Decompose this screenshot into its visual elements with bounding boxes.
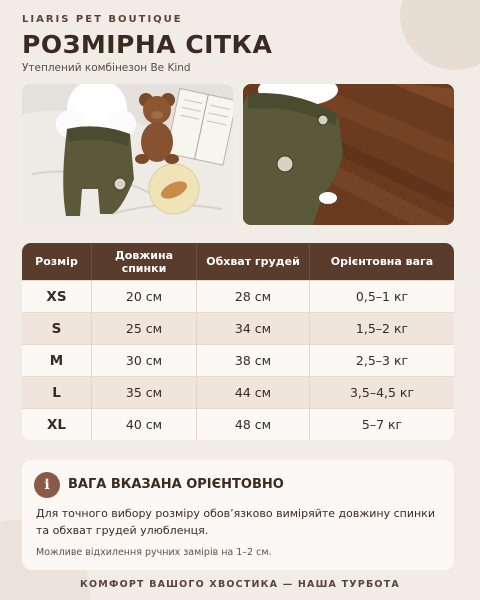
- column-header-size: Розмір: [22, 243, 92, 280]
- chest-cell: 48 см: [197, 409, 310, 440]
- footer-slogan: КОМФОРТ ВАШОГО ХВОСТИКА — НАША ТУРБОТА: [80, 579, 400, 590]
- size-cell: XS: [22, 281, 92, 312]
- chest-cell: 38 см: [197, 345, 310, 376]
- weight-cell: 3,5–4,5 кг: [349, 385, 415, 400]
- length-cell: 20 см: [92, 281, 197, 312]
- info-icon: i: [34, 472, 60, 498]
- table-header-row: [22, 243, 454, 280]
- info-text: Для точного вибору розміру обов’язково виміряйте довжину спинки та обхват грудей улюбленця.: [36, 507, 435, 537]
- table-row: [22, 280, 454, 312]
- size-cell: S: [22, 313, 92, 344]
- page-title: РОЗМІРНА СІТКА: [22, 30, 273, 59]
- weight-info-card: [22, 460, 454, 570]
- brand-name: LIARIS PET BOUTIQUE: [22, 14, 183, 25]
- product-photo-left-art: [22, 84, 233, 225]
- decorative-circle-top-right: [400, 0, 480, 70]
- length-cell: 40 см: [92, 409, 197, 440]
- weight-cell: 5–7 кг: [361, 417, 403, 432]
- size-chart-table: [22, 243, 454, 440]
- column-header-weight: Орієнтовна вага: [330, 255, 434, 268]
- info-title: ВАГА ВКАЗАНА ОРІЄНТОВНО: [68, 477, 284, 492]
- page-subtitle: Утеплений комбінезон Be Kind: [22, 62, 191, 74]
- size-cell: L: [22, 377, 92, 408]
- weight-cell: 1,5–2 кг: [355, 321, 409, 336]
- weight-cell: 2,5–3 кг: [355, 353, 409, 368]
- product-photo-right-art: [243, 84, 454, 225]
- info-note: Можливе відхилення ручних замірів на 1–2 см.: [36, 547, 272, 558]
- chest-cell: 44 см: [197, 377, 310, 408]
- chest-cell: 28 см: [197, 281, 310, 312]
- product-photo-right: [243, 84, 454, 225]
- length-cell: 35 см: [92, 377, 197, 408]
- length-cell: 30 см: [92, 345, 197, 376]
- size-cell: M: [22, 345, 92, 376]
- product-photo-left: [22, 84, 233, 225]
- column-header-chest: Обхват грудей: [197, 243, 310, 280]
- table-row: [22, 376, 454, 408]
- length-cell: 25 см: [92, 313, 197, 344]
- table-row: [22, 344, 454, 376]
- chest-cell: 34 см: [197, 313, 310, 344]
- weight-cell: 0,5–1 кг: [355, 289, 409, 304]
- size-cell: XL: [22, 409, 92, 440]
- table-row: [22, 408, 454, 440]
- table-row: [22, 312, 454, 344]
- column-header-back-length: Довжина спинки: [92, 243, 197, 280]
